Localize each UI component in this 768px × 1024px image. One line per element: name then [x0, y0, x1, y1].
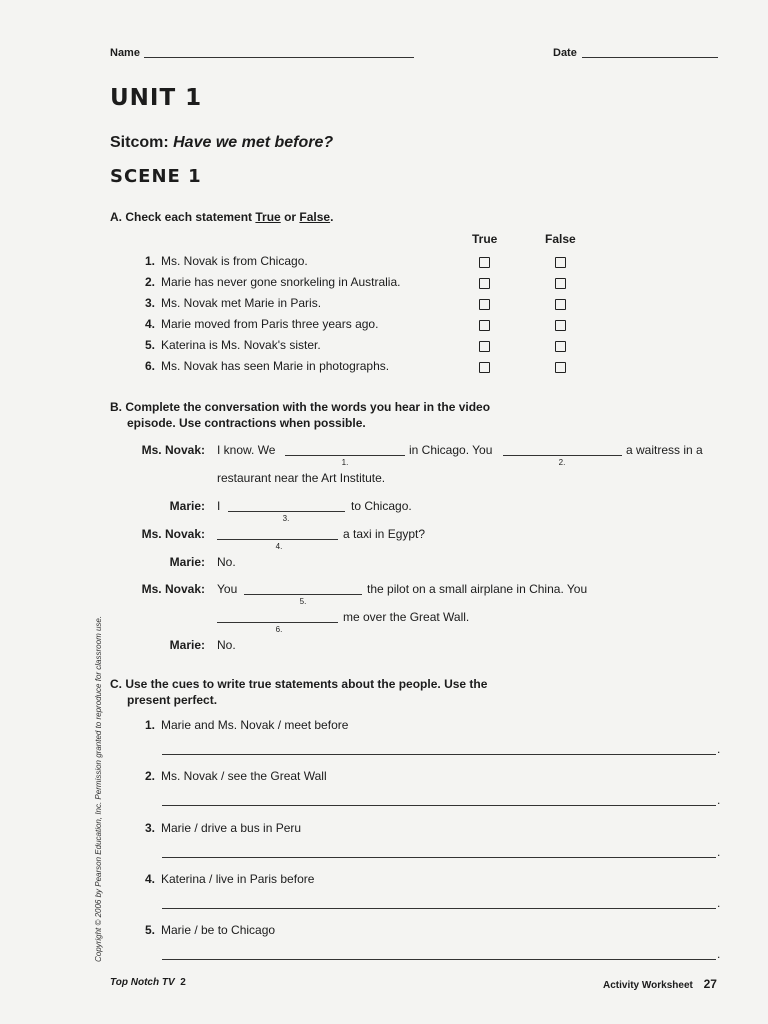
speaker-novak: Ms. Novak:	[141, 443, 205, 457]
period: .	[717, 896, 721, 910]
blank-number: 3.	[282, 514, 290, 523]
conv-text: a waitress in a	[626, 443, 703, 457]
speaker-novak: Ms. Novak:	[141, 582, 205, 596]
section-a-true-word: True	[255, 210, 281, 224]
period: .	[717, 947, 721, 961]
cue-5: 5. Marie / be to Chicago	[145, 923, 276, 937]
date-field[interactable]	[582, 57, 718, 58]
cue-2: 2. Ms. Novak / see the Great Wall	[145, 769, 327, 783]
sitcom-title: Have we met before?	[173, 134, 334, 151]
scene-title: SCENE 1	[110, 166, 202, 187]
true-checkbox-4[interactable]	[479, 320, 490, 331]
true-checkbox-3[interactable]	[479, 299, 490, 310]
section-a-false-word: False	[299, 210, 331, 224]
conv-text: me over the Great Wall.	[343, 610, 470, 624]
copyright-notice: Copyright © 2006 by Pearson Education, Inc. Permission granted to reproduce for classroom use.	[94, 615, 103, 962]
conv-text: I know. We	[217, 443, 276, 457]
footer-worksheet-label: Activity Worksheet	[603, 980, 693, 991]
false-checkbox-2[interactable]	[555, 278, 566, 289]
cue-1: 1. Marie and Ms. Novak / meet before	[145, 718, 349, 732]
statement-4: 4. Marie moved from Paris three years ago.	[145, 317, 379, 331]
conv-text: I	[217, 499, 221, 513]
blank-1[interactable]	[285, 443, 405, 456]
false-checkbox-5[interactable]	[555, 341, 566, 352]
statement-1: 1. Ms. Novak is from Chicago.	[145, 254, 308, 268]
page-number: 27	[703, 977, 717, 991]
conv-text: No.	[217, 638, 236, 652]
false-checkbox-1[interactable]	[555, 257, 566, 268]
speaker-marie: Marie:	[169, 638, 205, 652]
conv-text: in Chicago. You	[409, 443, 493, 457]
section-a-prefix: A. Check each statement	[110, 210, 256, 224]
section-a-instruction	[110, 210, 333, 224]
speaker-marie: Marie:	[169, 499, 205, 513]
answer-line-4[interactable]	[162, 898, 716, 909]
statement-3: 3. Ms. Novak met Marie in Paris.	[145, 296, 322, 310]
unit-title: UNIT 1	[110, 85, 203, 111]
name-label: Name	[110, 47, 140, 59]
conv-text: No.	[217, 555, 236, 569]
section-b-instruction-line1: B. Complete the conversation with the words you hear in the video	[110, 400, 491, 414]
footer-series-title: Top Notch TV	[110, 977, 175, 988]
conv-text: the pilot on a small airplane in China. You	[367, 582, 588, 596]
sitcom-prefix: Sitcom:	[110, 134, 169, 151]
cue-4: 4. Katerina / live in Paris before	[145, 872, 315, 886]
conv-text: to Chicago.	[351, 499, 412, 513]
statement-6: 6. Ms. Novak has seen Marie in photographs.	[145, 359, 390, 373]
footer-series-number: 2	[180, 977, 186, 988]
blank-5[interactable]	[244, 582, 362, 595]
statement-2: 2. Marie has never gone snorkeling in Australia.	[145, 275, 401, 289]
false-checkbox-4[interactable]	[555, 320, 566, 331]
true-checkbox-2[interactable]	[479, 278, 490, 289]
false-checkbox-6[interactable]	[555, 362, 566, 373]
true-checkbox-5[interactable]	[479, 341, 490, 352]
false-column-header: False	[545, 232, 576, 246]
answer-line-1[interactable]	[162, 744, 716, 755]
conv-text: a taxi in Egypt?	[343, 527, 426, 541]
blank-4[interactable]	[217, 527, 338, 540]
blank-2[interactable]	[503, 443, 622, 456]
conv-text: You	[217, 582, 238, 596]
name-field[interactable]	[144, 57, 414, 58]
true-checkbox-6[interactable]	[479, 362, 490, 373]
conv-text: restaurant near the Art Institute.	[217, 471, 386, 485]
section-a-suffix: .	[330, 210, 334, 224]
period: .	[717, 742, 721, 756]
statement-5: 5. Katerina is Ms. Novak's sister.	[145, 338, 321, 352]
blank-number: 2.	[558, 458, 566, 467]
speaker-novak: Ms. Novak:	[141, 527, 205, 541]
sitcom-heading	[110, 134, 333, 152]
true-checkbox-1[interactable]	[479, 257, 490, 268]
period: .	[717, 845, 721, 859]
answer-line-3[interactable]	[162, 847, 716, 858]
cue-3: 3. Marie / drive a bus in Peru	[145, 821, 302, 835]
blank-number: 4.	[275, 542, 283, 551]
section-c-instruction-line2: present perfect.	[127, 693, 218, 707]
section-b-instruction-line2: episode. Use contractions when possible.	[127, 416, 366, 430]
date-label: Date	[553, 47, 577, 59]
period: .	[717, 793, 721, 807]
section-c-instruction-line1: C. Use the cues to write true statements about the people. Use the	[110, 677, 488, 691]
speaker-marie: Marie:	[169, 555, 205, 569]
section-a-or: or	[280, 210, 300, 224]
blank-number: 5.	[299, 597, 307, 606]
blank-3[interactable]	[228, 499, 345, 512]
answer-line-5[interactable]	[162, 949, 716, 960]
blank-number: 1.	[341, 458, 349, 467]
footer-left	[110, 977, 186, 988]
true-column-header: True	[472, 232, 498, 246]
answer-line-2[interactable]	[162, 795, 716, 806]
false-checkbox-3[interactable]	[555, 299, 566, 310]
footer-right	[603, 977, 717, 991]
blank-number: 6.	[275, 625, 283, 634]
blank-6[interactable]	[217, 610, 338, 623]
